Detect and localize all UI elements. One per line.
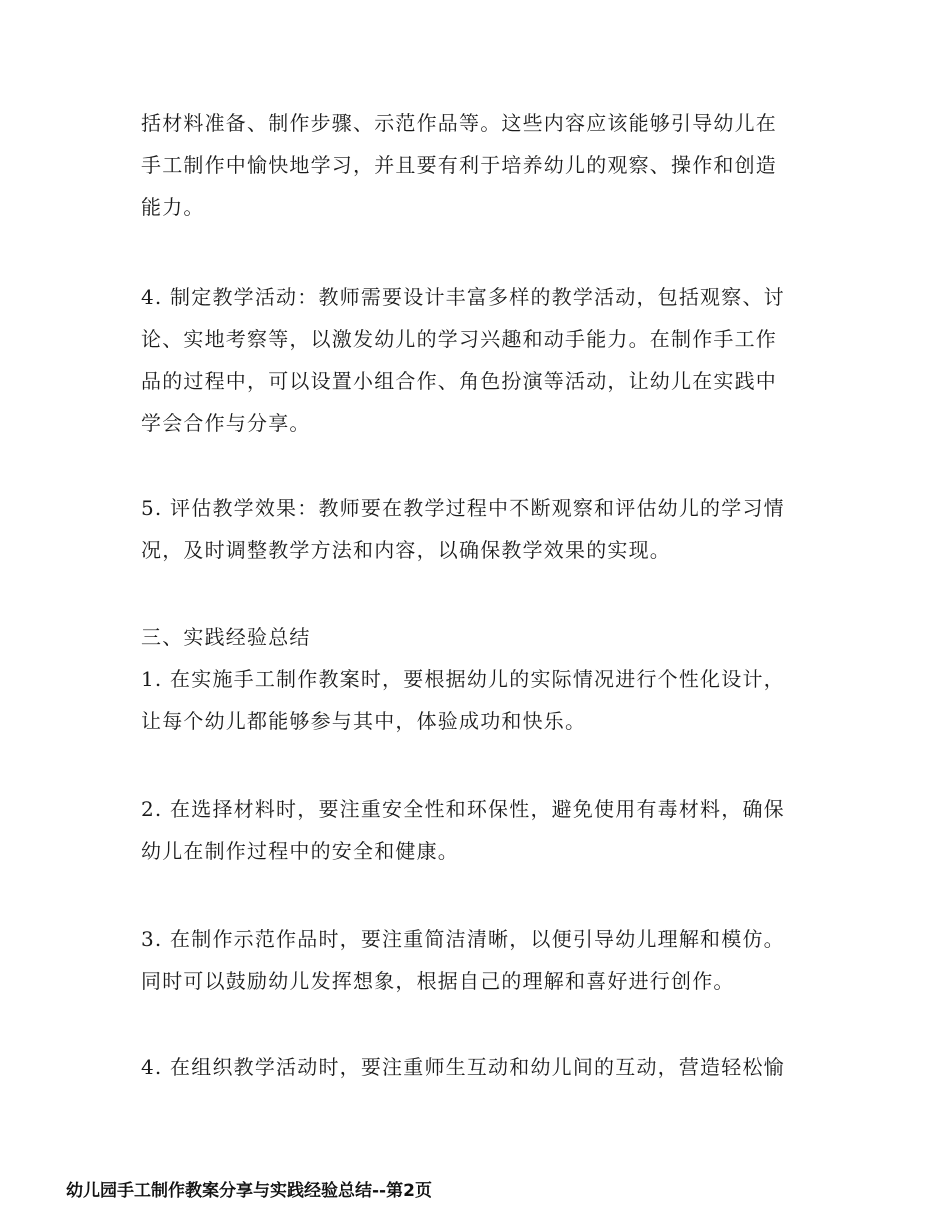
- text-line: 况，及时调整教学方法和内容，以确保教学效果的实现。: [141, 538, 671, 562]
- page-footer: 幼儿园手工制作教案分享与实践经验总结--第2页: [66, 1181, 432, 1201]
- paragraph-teaching-activities: [141, 276, 821, 444]
- section-practice-summary: [141, 616, 821, 742]
- paragraph-materials: [141, 102, 821, 228]
- text-line: 2. 在选择材料时，要注重安全性和环保性，避免使用有毒材料，确保: [141, 797, 785, 821]
- text-line: 论、实地考察等，以激发幼儿的学习兴趣和动手能力。在制作手工作: [141, 327, 777, 351]
- paragraph-interaction: [141, 1046, 821, 1088]
- text-line: 3. 在制作示范作品时，要注重简洁清晰，以便引导幼儿理解和模仿。: [141, 927, 785, 951]
- text-line: 1. 在实施手工制作教案时，要根据幼儿的实际情况进行个性化设计，: [141, 667, 785, 691]
- text-line: 让每个幼儿都能够参与其中，体验成功和快乐。: [141, 709, 587, 733]
- paragraph-demo-works: [141, 918, 821, 1002]
- text-line: 手工制作中愉快地学习，并且要有利于培养幼儿的观察、操作和创造: [141, 153, 777, 177]
- text-line: 5. 评估教学效果：教师要在教学过程中不断观察和评估幼儿的学习情: [141, 496, 785, 520]
- text-line: 同时可以鼓励幼儿发挥想象，根据自己的理解和喜好进行创作。: [141, 969, 735, 993]
- text-line: 品的过程中，可以设置小组合作、角色扮演等活动，让幼儿在实践中: [141, 369, 777, 393]
- paragraph-evaluation: [141, 487, 821, 571]
- text-line: 4. 在组织教学活动时，要注重师生互动和幼儿间的互动，营造轻松愉: [141, 1055, 785, 1079]
- text-line: 能力。: [141, 195, 205, 219]
- paragraph-materials-safety: [141, 788, 821, 872]
- text-line: 幼儿在制作过程中的安全和健康。: [141, 839, 459, 863]
- text-line: 括材料准备、制作步骤、示范作品等。这些内容应该能够引导幼儿在: [141, 111, 777, 135]
- text-line: 学会合作与分享。: [141, 411, 311, 435]
- text-line: 4. 制定教学活动：教师需要设计丰富多样的教学活动，包括观察、讨: [141, 285, 785, 309]
- section-heading: 三、实践经验总结: [141, 625, 311, 649]
